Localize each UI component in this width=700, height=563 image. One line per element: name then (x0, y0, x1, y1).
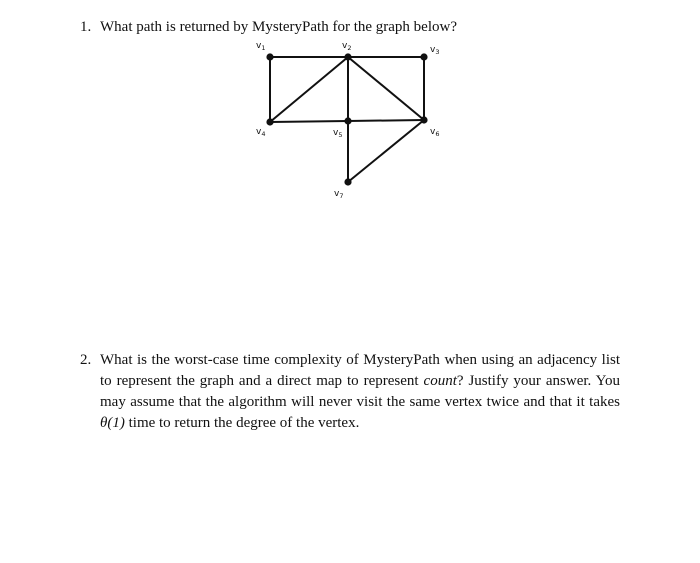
edge-v4-v2 (270, 57, 348, 122)
vertex-v3 (420, 53, 427, 60)
vertex-label-v6 (430, 127, 439, 138)
vertex-label-letter: v (333, 128, 339, 138)
vertex-v4 (266, 118, 273, 125)
vertex-label-letter: v (256, 41, 262, 51)
question-2-text-part3: time to return the degree of the vertex. (124, 415, 360, 431)
vertex-label-letter: v (256, 127, 262, 137)
vertex-label-v1 (256, 41, 265, 52)
question-2-text (100, 350, 620, 434)
vertex-label-v3 (430, 45, 439, 56)
vertex-label-subscript: 2 (347, 44, 352, 52)
question-2-emphasis-count: count (423, 373, 457, 389)
vertex-v6 (420, 116, 427, 123)
vertex-label-letter: v (430, 45, 436, 55)
vertex-label-subscript: 4 (261, 130, 266, 138)
edge-v2-v6 (348, 57, 424, 120)
question-2-text-part1: What is the worst-case time complexity of MysteryPath when using an adjacency list to represent the graph and a direct map to represent (100, 352, 620, 389)
question-2 (80, 350, 620, 434)
edge-v4-v5 (270, 121, 348, 122)
vertex-label-subscript: 7 (339, 192, 344, 200)
vertex-label-subscript: 5 (338, 131, 343, 139)
edge-v6-v7 (348, 120, 424, 182)
question-1-number: 1. (80, 19, 92, 35)
question-2-number: 2. (80, 352, 92, 368)
question-1-text: What path is returned by MysteryPath for the graph below? (100, 19, 457, 35)
vertex-label-v2 (342, 41, 351, 52)
question-2-theta-expression: θ(1) (100, 415, 125, 431)
vertex-label-letter: v (430, 127, 436, 137)
vertex-label-subscript: 6 (435, 130, 440, 138)
vertex-v5 (344, 117, 351, 124)
vertex-label-subscript: 3 (435, 48, 440, 56)
vertex-label-subscript: 1 (261, 44, 266, 52)
vertex-label-letter: v (334, 189, 340, 199)
vertex-label-letter: v (342, 41, 348, 51)
edge-v5-v6 (348, 120, 424, 121)
vertex-label-v4 (256, 127, 265, 138)
vertex-v1 (266, 53, 273, 60)
vertex-label-v5 (333, 128, 342, 139)
vertex-v7 (344, 178, 351, 185)
vertex-label-v7 (334, 189, 343, 200)
vertex-v2 (344, 53, 351, 60)
question-2-text-part2: ? Justify your answer. You may assume that the algorithm will never visit the same vertex twice and that it takes (100, 373, 620, 410)
